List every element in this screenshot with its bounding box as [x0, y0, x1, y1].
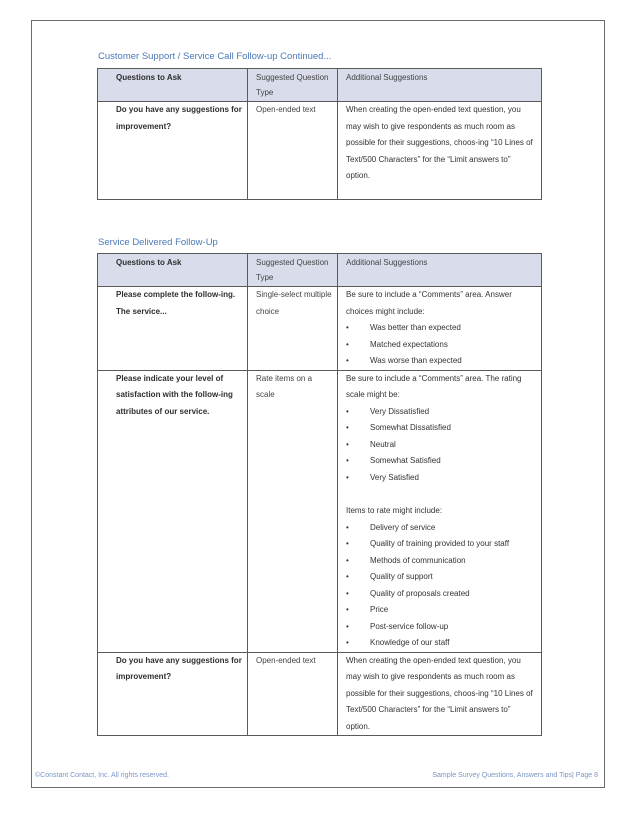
suggestion-intro: Be sure to include a “Comments” area. The rating scale might be: — [346, 373, 522, 399]
suggestion-cell: When creating the open-ended text question, you may wish to give respondents as much room as possible for their suggestions, choos-ing “10 Lines of Text/500 Characters” for the “Limit answers to” option. — [338, 102, 542, 200]
service-delivered-table — [97, 253, 542, 736]
table-row — [98, 652, 542, 736]
section-title-support-followup: Customer Support / Service Call Follow-up Continued... — [98, 51, 332, 62]
suggestion-cell — [338, 370, 542, 652]
list-item: • Somewhat Dissatisfied — [346, 420, 536, 437]
list-item: • Very Satisfied — [346, 470, 536, 487]
list-item: • Was worse than expected — [346, 353, 536, 370]
footer-copyright: ©Constant Contact, Inc. All rights reserved. — [35, 772, 169, 779]
header-suggestions: Additional Suggestions — [338, 254, 542, 287]
header-questions: Questions to Ask — [98, 254, 248, 287]
support-followup-table — [97, 68, 542, 200]
list-item: • Methods of communication — [346, 553, 536, 570]
rate-items-list — [346, 520, 536, 652]
type-cell: Single-select multiple choice — [248, 287, 338, 371]
table-header-row — [98, 69, 542, 102]
rating-scale-list — [346, 404, 536, 487]
question-cell: Please indicate your level of satisfaction with the follow-ing attributes of our service. — [98, 370, 248, 652]
list-item: • Delivery of service — [346, 520, 536, 537]
suggestion-cell: When creating the open-ended text question, you may wish to give respondents as much room as possible for their suggestions, choos-ing “10 Lines of Text/500 Characters” for the “Limit answers to” option. — [338, 652, 542, 736]
footer-page-info: Sample Survey Questions, Answers and Tips| Page 8 — [432, 772, 598, 779]
header-question-type: Suggested Question Type — [248, 254, 338, 287]
suggestion-intro: Be sure to include a “Comments” area. Answer choices might include: — [346, 290, 512, 316]
list-item: • Quality of proposals created — [346, 586, 536, 603]
list-item: • Price — [346, 602, 536, 619]
header-question-type: Suggested Question Type — [248, 69, 338, 102]
list-item: • Quality of support — [346, 569, 536, 586]
section-title-service-delivered: Service Delivered Follow-Up — [98, 237, 218, 248]
list-item: • Post-service follow-up — [346, 619, 536, 636]
list-item: • Matched expectations — [346, 337, 536, 354]
table-header-row — [98, 254, 542, 287]
list-item: • Was better than expected — [346, 320, 536, 337]
type-cell: Rate items on a scale — [248, 370, 338, 652]
list-item: • Knowledge of our staff — [346, 635, 536, 652]
question-cell: Do you have any suggestions for improvement? — [98, 652, 248, 736]
question-cell: Please complete the follow-ing. The service... — [98, 287, 248, 371]
type-cell: Open-ended text — [248, 102, 338, 200]
table-row — [98, 102, 542, 200]
table-row — [98, 287, 542, 371]
header-suggestions: Additional Suggestions — [338, 69, 542, 102]
suggestion-cell — [338, 287, 542, 371]
list-item: • Very Dissatisfied — [346, 404, 536, 421]
list-item: • Somewhat Satisfied — [346, 453, 536, 470]
list-item: • Quality of training provided to your staff — [346, 536, 536, 553]
answer-choices-list — [346, 320, 536, 370]
type-cell: Open-ended text — [248, 652, 338, 736]
list-item: • Neutral — [346, 437, 536, 454]
table-row — [98, 370, 542, 652]
items-intro: Items to rate might include: — [346, 506, 443, 515]
header-questions: Questions to Ask — [98, 69, 248, 102]
question-cell: Do you have any suggestions for improvement? — [98, 102, 248, 200]
